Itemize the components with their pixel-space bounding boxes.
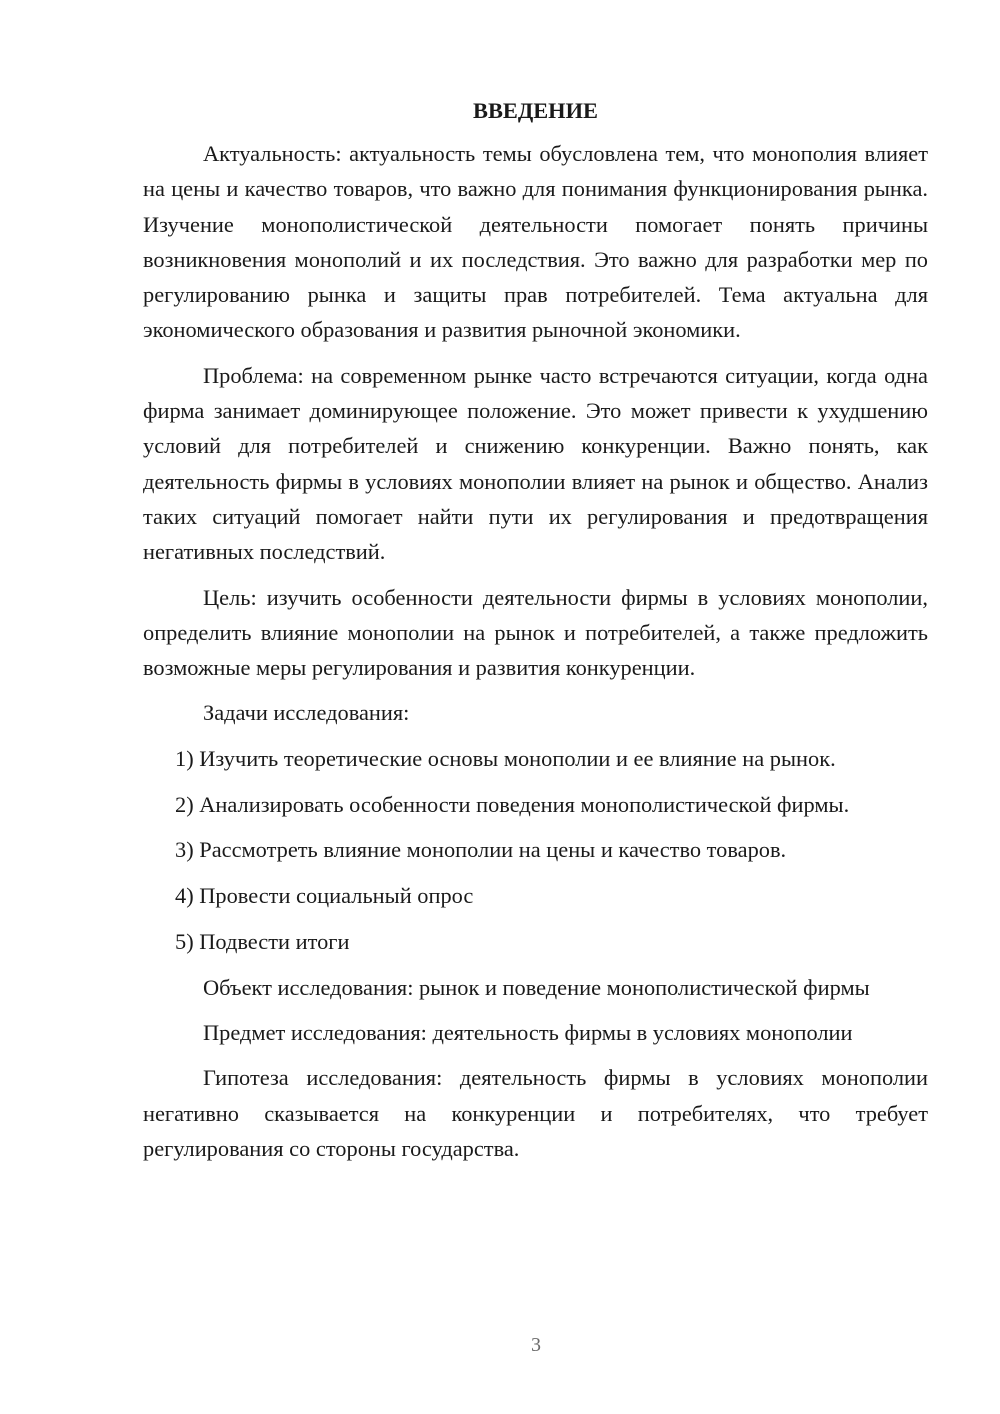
list-item: 2) Анализировать особенности поведения монополистической фирмы. — [175, 791, 850, 817]
goal-paragraph: Цель: изучить особенности деятельности фирмы в условиях монополии, определить влияние монополии на рынок и потребителей, а также предложить возможные меры регулирования и развития конкуренции. — [143, 584, 928, 681]
object-paragraph: Объект исследования: рынок и поведение монополистической фирмы — [203, 974, 870, 1000]
section-heading: ВВЕДЕНИЕ — [473, 98, 598, 123]
hypothesis-paragraph: Гипотеза исследования: деятельность фирмы в условиях монополии негативно сказывается на конкуренции и потребителях, что требует регулирования со стороны государства. — [143, 1065, 928, 1161]
page-number: 3 — [531, 1334, 541, 1356]
list-item: 1) Изучить теоретические основы монополии и ее влияние на рынок. — [175, 745, 836, 771]
problem-paragraph: Проблема: на современном рынке часто встречаются ситуации, когда одна фирма занимает доминирующее положение. Это может привести к ухудшению условий для потребителей и снижению конкуренции. Важно понять, как деятельность фирмы в условиях монополии влияет на рынок и общество. Анализ таких ситуаций помогает найти пути их регулирования и предотвращения негативных последствий. — [143, 362, 928, 565]
page-content — [143, 96, 928, 1176]
list-item: 5) Подвести итоги — [175, 928, 350, 954]
list-item: 3) Рассмотреть влияние монополии на цены и качество товаров. — [175, 837, 787, 863]
tasks-list — [143, 741, 928, 959]
list-item: 4) Провести социальный опрос — [175, 883, 474, 909]
subject-paragraph: Предмет исследования: деятельность фирмы в условиях монополии — [203, 1020, 853, 1046]
tasks-intro: Задачи исследования: — [203, 700, 410, 726]
relevance-paragraph: Актуальность: актуальность темы обусловлена тем, что монополия влияет на цены и качество товаров, что важно для понимания функционирования рынка. Изучение монополистической деятельности помогает понять причины возникновения монополий и их последствия. Это важно для разработки мер по регулированию рынка и защиты прав потребителей. Тема актуальна для экономического образования и развития рыночной экономики. — [143, 141, 928, 343]
